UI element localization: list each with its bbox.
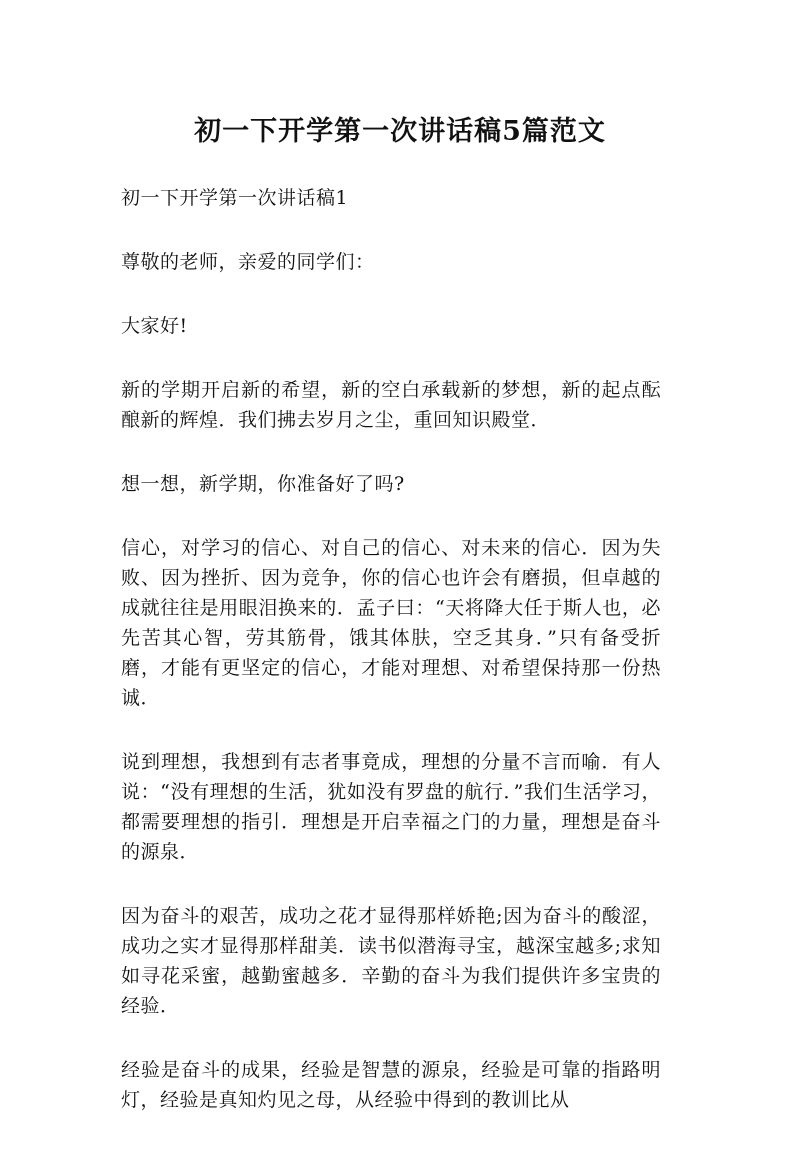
section-heading: 初一下开学第一次讲话稿1 [121, 187, 349, 209]
body-paragraph: 新的学期开启新的希望，新的空白承载新的梦想，新的起点酝酿新的辉煌．我们拂去岁月之尘，重回知识殿堂． [121, 379, 661, 431]
body-paragraph: 经验是奋斗的成果，经验是智慧的源泉，经验是可靠的指路明灯，经验是真知灼见之母，从经验中得到的教训比从 [121, 1059, 661, 1111]
body-paragraph: 信心，对学习的信心、对自己的信心、对未来的信心．因为失败、因为挫折、因为竞争，你的信心也许会有磨损，但卓越的成就往往是用眼泪换来的．孟子曰：“天将降大任于斯人也，必先苦其心智，劳其筋骨，饿其体肤，空乏其身．”只有备受折磨，才能有更坚定的信心，才能对理想、对希望保持那一份热诚． [121, 537, 661, 709]
body-paragraph: 想一想，新学期，你准备好了吗? [121, 473, 405, 495]
body-paragraph: 因为奋斗的艰苦，成功之花才显得那样娇艳;因为奋斗的酸涩，成功之实才显得那样甜美．读书似潜海寻宝，越深宝越多;求知如寻花采蜜，越勤蜜越多．辛勤的奋斗为我们提供许多宝贵的经验． [121, 905, 661, 1017]
greeting: 大家好! [121, 315, 188, 337]
document-body [121, 183, 661, 1149]
body-paragraph: 说到理想，我想到有志者事竟成，理想的分量不言而喻．有人说：“没有理想的生活，犹如没有罗盘的航行．”我们生活学习，都需要理想的指引．理想是开启幸福之门的力量，理想是奋斗的源泉． [121, 751, 661, 863]
document-title: 初一下开学第一次讲话稿5篇范文 [194, 116, 606, 147]
salutation: 尊敬的老师，亲爱的同学们： [121, 251, 375, 273]
